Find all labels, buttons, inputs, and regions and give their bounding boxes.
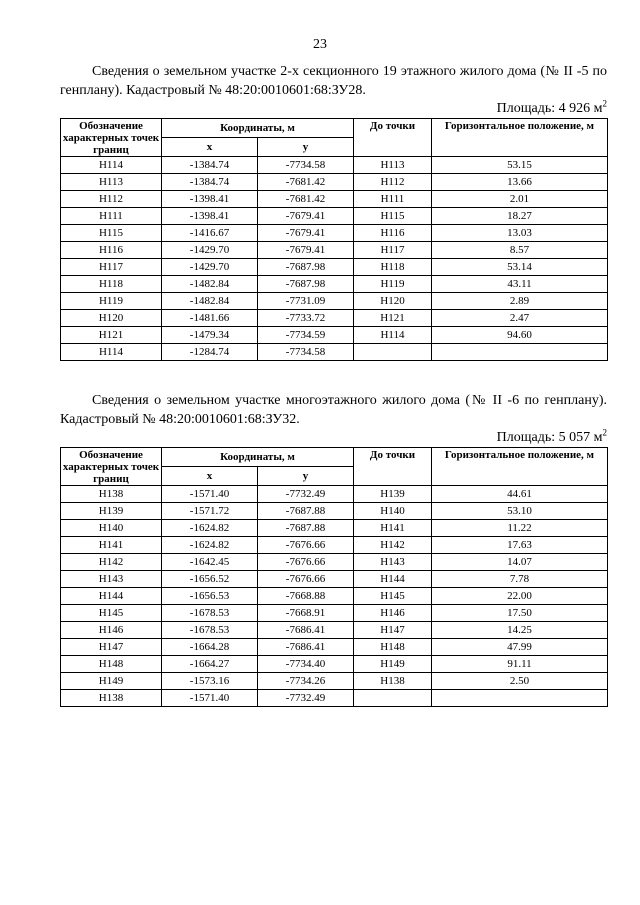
cell-x: -1284.74: [162, 344, 258, 361]
cell-point: Н143: [61, 571, 162, 588]
cell-point: Н119: [61, 293, 162, 310]
cell-distance: 53.14: [432, 259, 608, 276]
cell-y: -7734.26: [258, 673, 354, 690]
cell-x: -1429.70: [162, 242, 258, 259]
cell-to-point: Н117: [354, 242, 432, 259]
cell-y: -7731.09: [258, 293, 354, 310]
header-distance: Горизонтальное положение, м: [432, 448, 608, 486]
cell-distance: 2.01: [432, 191, 608, 208]
header-y: y: [258, 467, 354, 486]
cell-x: -1398.41: [162, 191, 258, 208]
cell-to-point: Н143: [354, 554, 432, 571]
cell-y: -7679.41: [258, 225, 354, 242]
cell-x: -1479.34: [162, 327, 258, 344]
table-row: [61, 622, 608, 639]
cell-distance: 14.07: [432, 554, 608, 571]
table-row: [61, 310, 608, 327]
cell-distance: [432, 690, 608, 707]
header-x: x: [162, 138, 258, 157]
cell-distance: 43.11: [432, 276, 608, 293]
cell-y: -7732.49: [258, 486, 354, 503]
cell-x: -1656.52: [162, 571, 258, 588]
plot-area-unit-sup: 2: [602, 98, 607, 109]
plot-area: [60, 427, 607, 446]
header-coordinates: Координаты, м: [162, 448, 354, 467]
cell-y: -7734.59: [258, 327, 354, 344]
cell-x: -1482.84: [162, 276, 258, 293]
cell-distance: 53.10: [432, 503, 608, 520]
cell-distance: 94.60: [432, 327, 608, 344]
table-row: [61, 293, 608, 310]
table-row: [61, 191, 608, 208]
cell-y: -7732.49: [258, 690, 354, 707]
cell-to-point: [354, 690, 432, 707]
cell-y: -7687.88: [258, 503, 354, 520]
cell-point: Н140: [61, 520, 162, 537]
cell-point: Н138: [61, 690, 162, 707]
table-row: [61, 537, 608, 554]
cell-to-point: Н112: [354, 174, 432, 191]
cell-x: -1571.40: [162, 690, 258, 707]
cell-point: Н115: [61, 225, 162, 242]
cell-y: -7676.66: [258, 554, 354, 571]
header-distance: Горизонтальное положение, м: [432, 119, 608, 157]
cell-distance: 13.66: [432, 174, 608, 191]
cell-point: Н114: [61, 344, 162, 361]
header-to-point: До точки: [354, 119, 432, 157]
plot-description: Сведения о земельном участке 2-х секционного 19 этажного жилого дома (№ II -5 по генплану). Кадастровый № 48:20:0010601:68:ЗУ28.: [60, 64, 607, 98]
cell-point: Н120: [61, 310, 162, 327]
coordinates-table: [60, 118, 608, 361]
cell-point: Н141: [61, 537, 162, 554]
cell-y: -7676.66: [258, 537, 354, 554]
cell-to-point: Н146: [354, 605, 432, 622]
cell-x: -1678.53: [162, 605, 258, 622]
cell-point: Н148: [61, 656, 162, 673]
cell-point: Н139: [61, 503, 162, 520]
cell-y: -7686.41: [258, 622, 354, 639]
cell-to-point: Н111: [354, 191, 432, 208]
cell-distance: [432, 344, 608, 361]
table-row: [61, 174, 608, 191]
table-row: [61, 656, 608, 673]
cell-to-point: Н148: [354, 639, 432, 656]
cell-point: Н145: [61, 605, 162, 622]
cell-point: Н147: [61, 639, 162, 656]
cell-y: -7668.88: [258, 588, 354, 605]
cell-x: -1482.84: [162, 293, 258, 310]
cell-x: -1656.53: [162, 588, 258, 605]
table-row: [61, 157, 608, 174]
cell-point: Н138: [61, 486, 162, 503]
cell-x: -1571.72: [162, 503, 258, 520]
cell-y: -7734.58: [258, 344, 354, 361]
cell-distance: 11.22: [432, 520, 608, 537]
table-row: [61, 503, 608, 520]
cell-to-point: Н116: [354, 225, 432, 242]
cell-point: Н142: [61, 554, 162, 571]
plot-area-text: Площадь: 4 926 м: [496, 101, 603, 116]
cell-x: -1481.66: [162, 310, 258, 327]
table-row: [61, 242, 608, 259]
cell-to-point: Н113: [354, 157, 432, 174]
header-point: Обозначение характерных точек границ: [61, 119, 162, 157]
cell-x: -1624.82: [162, 520, 258, 537]
cell-to-point: Н141: [354, 520, 432, 537]
cell-to-point: Н121: [354, 310, 432, 327]
cell-y: -7734.58: [258, 157, 354, 174]
table-row: [61, 690, 608, 707]
coordinates-table: [60, 447, 608, 707]
cell-distance: 18.27: [432, 208, 608, 225]
cell-y: -7681.42: [258, 191, 354, 208]
cell-point: Н112: [61, 191, 162, 208]
cell-to-point: Н140: [354, 503, 432, 520]
cell-distance: 22.00: [432, 588, 608, 605]
cell-to-point: Н149: [354, 656, 432, 673]
cell-y: -7676.66: [258, 571, 354, 588]
cell-x: -1571.40: [162, 486, 258, 503]
cell-x: -1664.28: [162, 639, 258, 656]
cell-x: -1642.45: [162, 554, 258, 571]
section-plot-zu28: [60, 62, 607, 361]
table-row: [61, 276, 608, 293]
table-row: [61, 571, 608, 588]
plot-area: [60, 98, 607, 117]
table-row: [61, 520, 608, 537]
cell-point: Н114: [61, 157, 162, 174]
cell-distance: 47.99: [432, 639, 608, 656]
page-number: 23: [313, 37, 327, 52]
cell-to-point: [354, 344, 432, 361]
cell-point: Н118: [61, 276, 162, 293]
cell-distance: 2.50: [432, 673, 608, 690]
cell-x: -1678.53: [162, 622, 258, 639]
cell-distance: 53.15: [432, 157, 608, 174]
header-to-point: До точки: [354, 448, 432, 486]
cell-distance: 2.89: [432, 293, 608, 310]
cell-x: -1573.16: [162, 673, 258, 690]
cell-to-point: Н119: [354, 276, 432, 293]
cell-point: Н121: [61, 327, 162, 344]
table-row: [61, 588, 608, 605]
cell-x: -1384.74: [162, 174, 258, 191]
cell-x: -1624.82: [162, 537, 258, 554]
cell-point: Н116: [61, 242, 162, 259]
cell-to-point: Н115: [354, 208, 432, 225]
plot-area-unit-sup: 2: [602, 427, 607, 438]
cell-y: -7679.41: [258, 242, 354, 259]
cell-x: -1429.70: [162, 259, 258, 276]
table-row: [61, 327, 608, 344]
cell-to-point: Н147: [354, 622, 432, 639]
cell-x: -1384.74: [162, 157, 258, 174]
cell-distance: 91.11: [432, 656, 608, 673]
cell-y: -7679.41: [258, 208, 354, 225]
cell-y: -7733.72: [258, 310, 354, 327]
cell-y: -7687.98: [258, 276, 354, 293]
table-row: [61, 554, 608, 571]
cell-distance: 17.50: [432, 605, 608, 622]
cell-to-point: Н145: [354, 588, 432, 605]
header-coordinates: Координаты, м: [162, 119, 354, 138]
cell-point: Н113: [61, 174, 162, 191]
cell-x: -1416.67: [162, 225, 258, 242]
table-row: [61, 225, 608, 242]
cell-y: -7734.40: [258, 656, 354, 673]
plot-description: Сведения о земельном участке многоэтажного жилого дома (№ II -6 по генплану). Кадастровый № 48:20:0010601:68:ЗУ32.: [60, 393, 607, 427]
cell-to-point: Н114: [354, 327, 432, 344]
header-y: y: [258, 138, 354, 157]
cell-point: Н117: [61, 259, 162, 276]
cell-point: Н144: [61, 588, 162, 605]
cell-distance: 7.78: [432, 571, 608, 588]
table-row: [61, 673, 608, 690]
cell-to-point: Н138: [354, 673, 432, 690]
cell-distance: 2.47: [432, 310, 608, 327]
table-row: [61, 605, 608, 622]
cell-y: -7681.42: [258, 174, 354, 191]
cell-y: -7687.88: [258, 520, 354, 537]
cell-point: Н149: [61, 673, 162, 690]
cell-to-point: Н120: [354, 293, 432, 310]
cell-distance: 44.61: [432, 486, 608, 503]
cell-point: Н111: [61, 208, 162, 225]
cell-y: -7687.98: [258, 259, 354, 276]
table-row: [61, 639, 608, 656]
table-row: [61, 259, 608, 276]
cell-to-point: Н142: [354, 537, 432, 554]
table-row: [61, 486, 608, 503]
section-plot-zu32: [60, 391, 607, 707]
cell-x: -1664.27: [162, 656, 258, 673]
cell-point: Н146: [61, 622, 162, 639]
plot-area-text: Площадь: 5 057 м: [496, 430, 603, 445]
header-x: x: [162, 467, 258, 486]
header-point: Обозначение характерных точек границ: [61, 448, 162, 486]
cell-to-point: Н139: [354, 486, 432, 503]
cell-y: -7668.91: [258, 605, 354, 622]
cell-distance: 17.63: [432, 537, 608, 554]
cell-to-point: Н118: [354, 259, 432, 276]
cell-to-point: Н144: [354, 571, 432, 588]
cell-distance: 13.03: [432, 225, 608, 242]
cell-distance: 14.25: [432, 622, 608, 639]
table-row: [61, 208, 608, 225]
cell-distance: 8.57: [432, 242, 608, 259]
cell-y: -7686.41: [258, 639, 354, 656]
cell-x: -1398.41: [162, 208, 258, 225]
table-row: [61, 344, 608, 361]
